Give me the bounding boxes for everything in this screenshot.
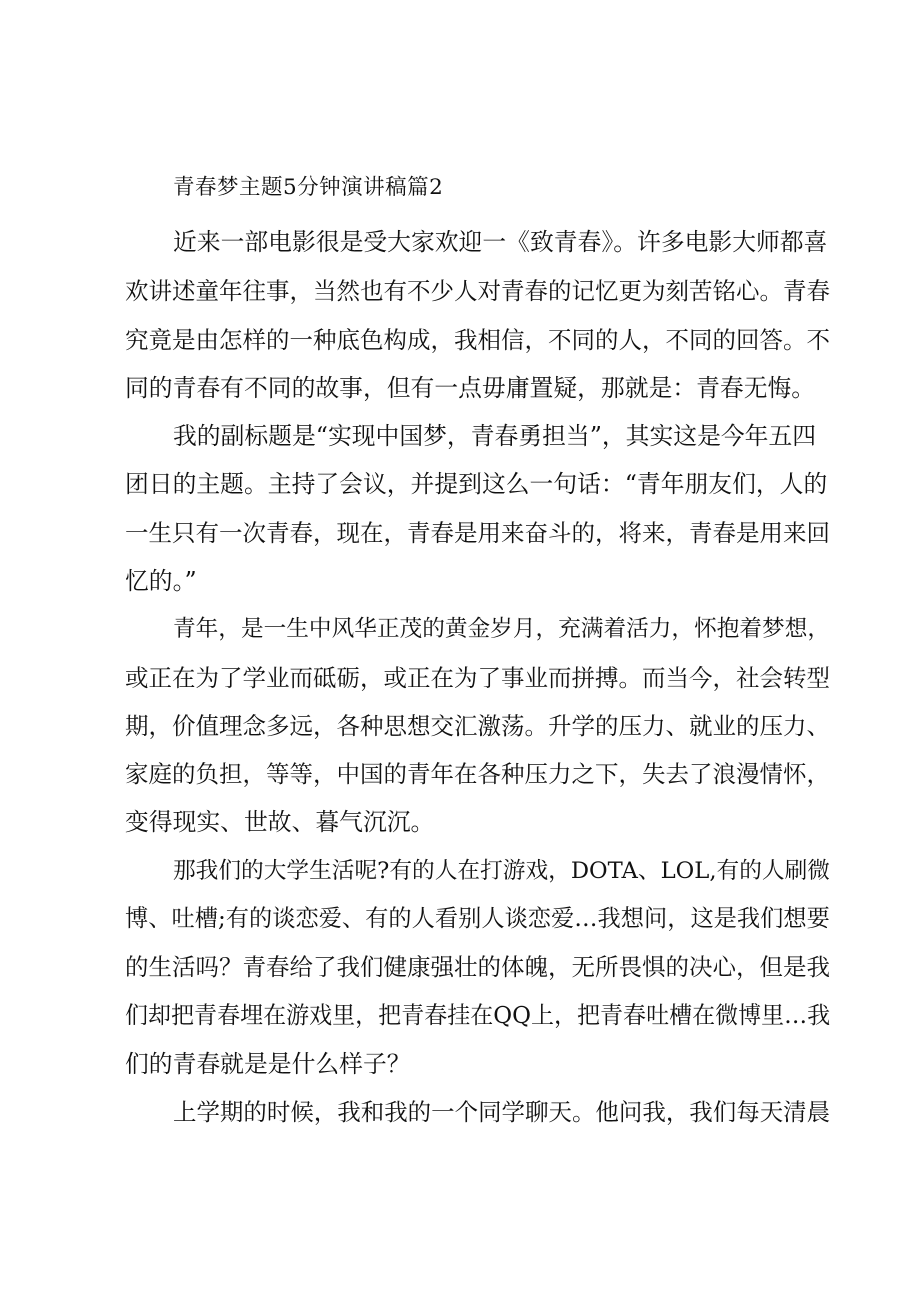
- paragraph-line: 忆的。”: [125, 567, 197, 595]
- paragraph-line: 们却把青春埋在游戏里，把青春挂在QQ上，把青春吐槽在微博里…我: [125, 1003, 831, 1029]
- paragraph-line: 团日的主题。主持了会议，并提到这么一句话：“青年朋友们，人的: [125, 470, 828, 498]
- paragraph-line: 或正在为了学业而砥砺，或正在为了事业而拼搏。而当今，社会转型: [125, 664, 830, 692]
- paragraph-line: 青年，是一生中风华正茂的黄金岁月，充满着活力，怀抱着梦想，: [173, 616, 831, 642]
- paragraph-line: 们的青春就是是什么样子？: [125, 1050, 411, 1078]
- document-title: 青春梦主题5分钟演讲稿篇2: [173, 175, 444, 200]
- paragraph-line: 同的青春有不同的故事，但有一点毋庸置疑，那就是：青春无悔。: [125, 374, 816, 402]
- paragraph-line: 变得现实、世故、暮气沉沉。: [125, 808, 435, 836]
- paragraph-line: 近来一部电影很是受大家欢迎一《致青春》。许多电影大师都喜: [173, 228, 828, 256]
- paragraph-line: 家庭的负担，等等，中国的青年在各种压力之下，失去了浪漫情怀，: [125, 760, 830, 788]
- paragraph-line: 究竟是由怎样的一种底色构成，我相信，不同的人，不同的回答。不: [125, 326, 830, 354]
- paragraph-line: 我的副标题是“实现中国梦，青春勇担当”，其实这是今年五四: [173, 422, 817, 450]
- paragraph-line: 上学期的时候，我和我的一个同学聊天。他问我，我们每天清晨: [173, 1098, 831, 1126]
- paragraph-line: 期，价值理念多远，各种思想交汇激荡。升学的压力、就业的压力、: [125, 712, 830, 740]
- paragraph-line: 的生活吗？青春给了我们健康强壮的体魄，无所畏惧的决心，但是我: [125, 953, 830, 981]
- paragraph-line: 博、吐槽;有的谈恋爱、有的人看别人谈恋爱…我想问，这是我们想要: [125, 905, 830, 932]
- paragraph-line: 那我们的大学生活呢?有的人在打游戏，DOTA、LOL,有的人刷微: [173, 858, 830, 884]
- paragraph-line: 欢讲述童年往事，当然也有不少人对青春的记忆更为刻苦铭心。青春: [125, 277, 830, 305]
- paragraph-line: 一生只有一次青春，现在，青春是用来奋斗的，将来，青春是用来回: [125, 519, 830, 547]
